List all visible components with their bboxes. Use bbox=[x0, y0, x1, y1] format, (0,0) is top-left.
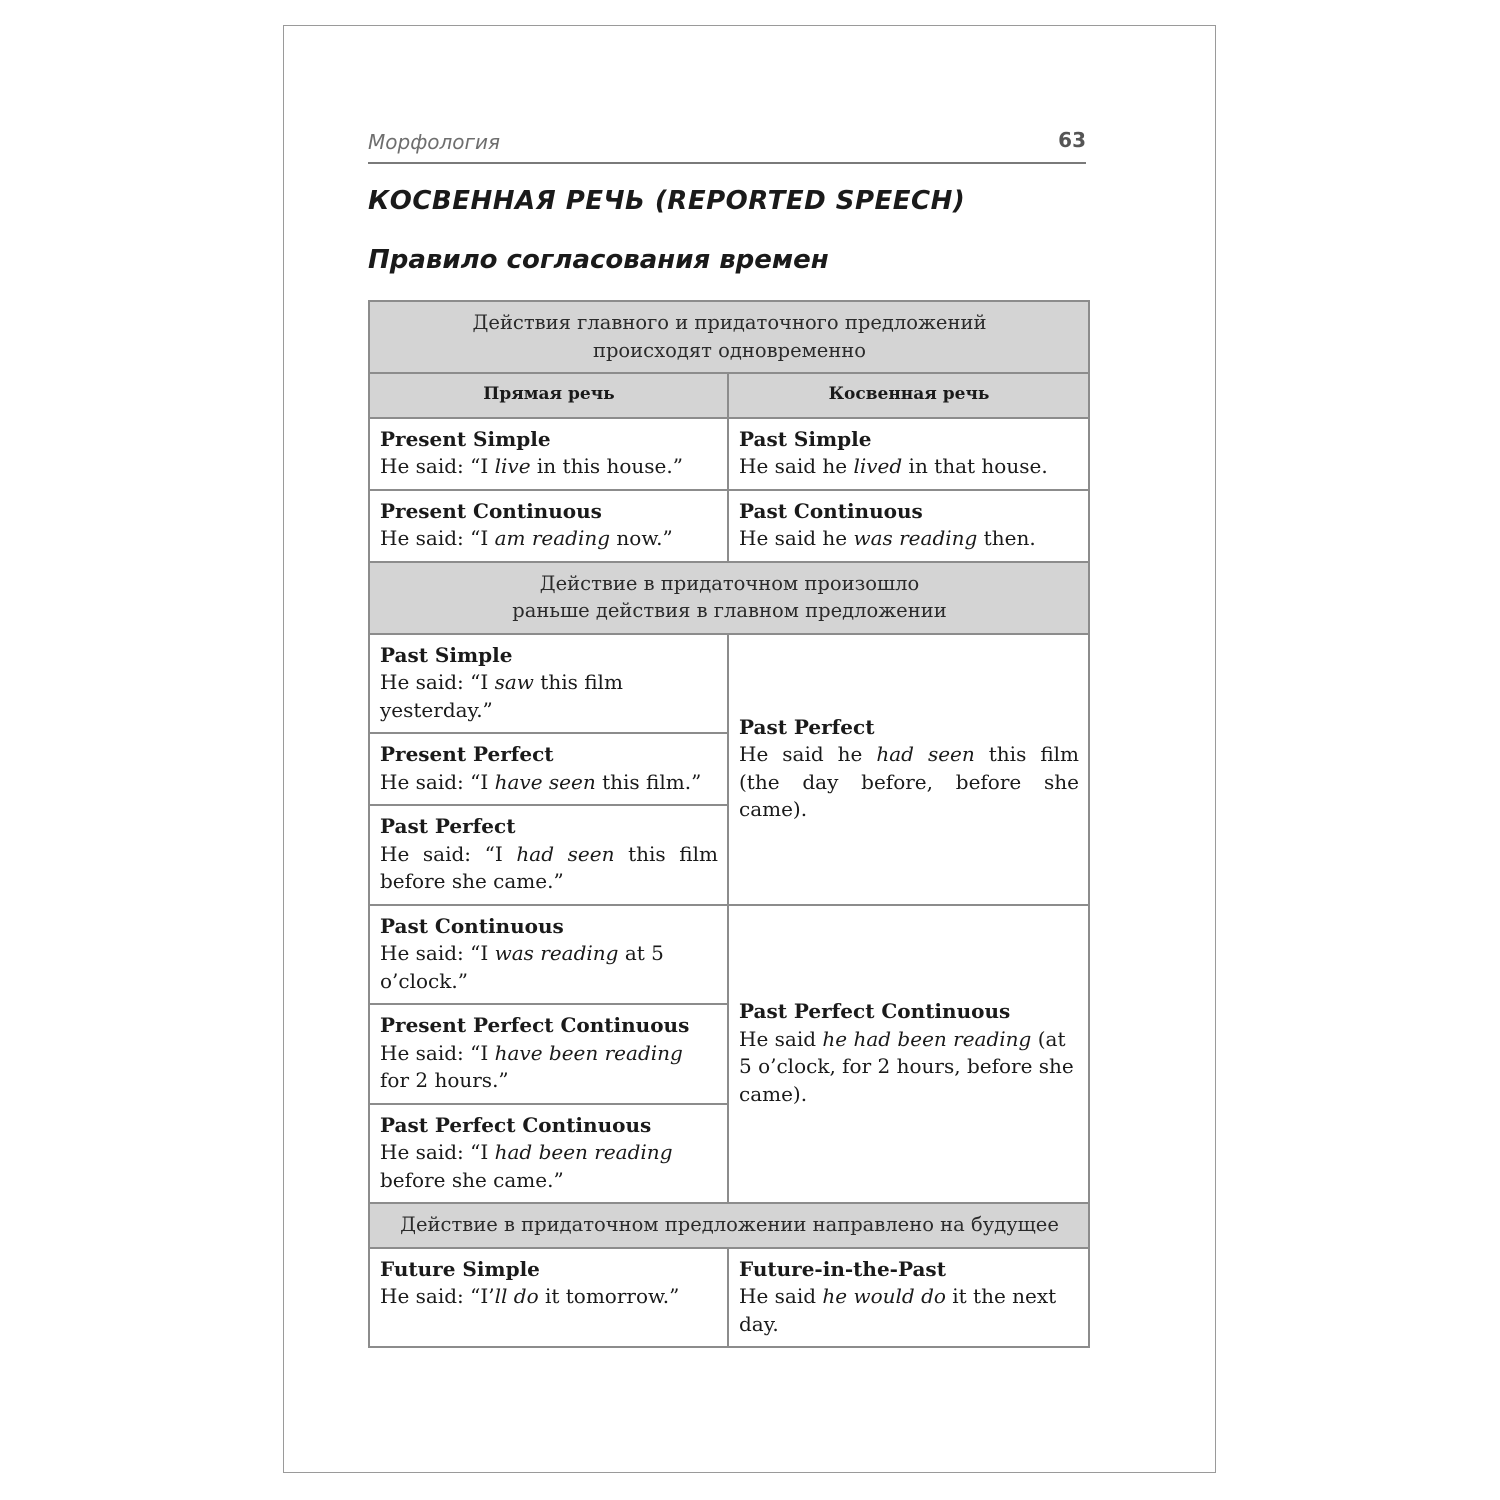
tense-name: Past Continuous bbox=[380, 913, 564, 938]
reported-cell bbox=[728, 634, 1089, 905]
example: He said: “I had seen this film before she came.” bbox=[380, 841, 718, 893]
band-cell bbox=[369, 562, 1089, 634]
tense-name: Future-in-the-Past bbox=[739, 1256, 946, 1281]
direct-cell bbox=[369, 634, 728, 734]
example: He said he was reading then. bbox=[739, 526, 1036, 550]
example: He said he had been reading (at 5 o’clock, for 2 hours, before she came). bbox=[739, 1026, 1074, 1106]
column-header-reported: Косвенная речь bbox=[728, 373, 1089, 418]
band-earlier bbox=[369, 562, 1089, 634]
sequence-of-tenses-table bbox=[368, 300, 1090, 1348]
band-cell bbox=[369, 1203, 1089, 1248]
band-simultaneous bbox=[369, 301, 1089, 373]
reported-cell bbox=[728, 905, 1089, 1204]
tense-name: Past Simple bbox=[739, 426, 872, 451]
tense-name: Future Simple bbox=[380, 1256, 540, 1281]
band-line: Действие в придаточном предложении направлено на будущее bbox=[400, 1213, 1059, 1236]
tense-name: Past Perfect Continuous bbox=[739, 999, 1011, 1024]
direct-cell bbox=[369, 805, 728, 905]
example: He said: “I had been reading before she came.” bbox=[380, 1140, 673, 1192]
column-header-direct: Прямая речь bbox=[369, 373, 728, 418]
direct-cell bbox=[369, 490, 728, 562]
example: He said: “I have seen this film.” bbox=[380, 769, 702, 794]
page-number: 63 bbox=[1058, 128, 1086, 152]
band-line: Действия главного и придаточного предложений bbox=[472, 311, 987, 334]
running-head bbox=[368, 128, 1086, 164]
example: He said: “I was reading at 5 o’clock.” bbox=[380, 941, 664, 993]
direct-cell bbox=[369, 1004, 728, 1104]
column-header-row bbox=[369, 373, 1089, 418]
tense-name: Past Perfect bbox=[380, 814, 516, 838]
direct-cell bbox=[369, 733, 728, 805]
reported-cell bbox=[728, 1248, 1089, 1348]
tense-name: Past Perfect bbox=[739, 714, 875, 739]
tense-name: Past Simple bbox=[380, 642, 513, 667]
direct-cell bbox=[369, 905, 728, 1005]
table-row bbox=[369, 634, 1089, 734]
band-cell bbox=[369, 301, 1089, 373]
chapter-title: КОСВЕННАЯ РЕЧЬ (REPORTED SPEECH) bbox=[368, 186, 966, 216]
table-row bbox=[369, 490, 1089, 562]
reported-cell bbox=[728, 490, 1089, 562]
direct-cell bbox=[369, 1248, 728, 1348]
band-line: раньше действия в главном предложении bbox=[512, 599, 947, 622]
table-row bbox=[369, 905, 1089, 1005]
example: He said: “I have been reading for 2 hours.” bbox=[380, 1040, 683, 1092]
band-future bbox=[369, 1203, 1089, 1248]
example: He said: “I live in this house.” bbox=[380, 454, 683, 478]
tense-name: Present Perfect bbox=[380, 742, 554, 766]
example: He said: “I’ll do it tomorrow.” bbox=[380, 1284, 680, 1308]
tense-name: Present Continuous bbox=[380, 498, 602, 523]
direct-cell bbox=[369, 1104, 728, 1204]
example: He said he would do it the next day. bbox=[739, 1284, 1057, 1336]
example: He said: “I am reading now.” bbox=[380, 526, 673, 550]
section-title: Морфология bbox=[368, 130, 501, 154]
band-line: происходят одновременно bbox=[592, 338, 867, 362]
example: He said he had seen this film (the day before, before she came). bbox=[739, 742, 1080, 821]
tense-name: Past Continuous bbox=[739, 498, 923, 523]
example: He said: “I saw this film yesterday.” bbox=[380, 670, 623, 722]
example: He said he lived in that house. bbox=[739, 454, 1048, 478]
direct-cell bbox=[369, 418, 728, 490]
band-line: Действие в придаточном произошло bbox=[539, 571, 920, 595]
reported-cell bbox=[728, 418, 1089, 490]
tense-name: Present Perfect Continuous bbox=[380, 1013, 690, 1037]
tense-name: Present Simple bbox=[380, 426, 551, 451]
tense-name: Past Perfect Continuous bbox=[380, 1112, 652, 1137]
table-row bbox=[369, 418, 1089, 490]
section-subtitle: Правило согласования времен bbox=[368, 245, 829, 275]
table-row bbox=[369, 1248, 1089, 1348]
